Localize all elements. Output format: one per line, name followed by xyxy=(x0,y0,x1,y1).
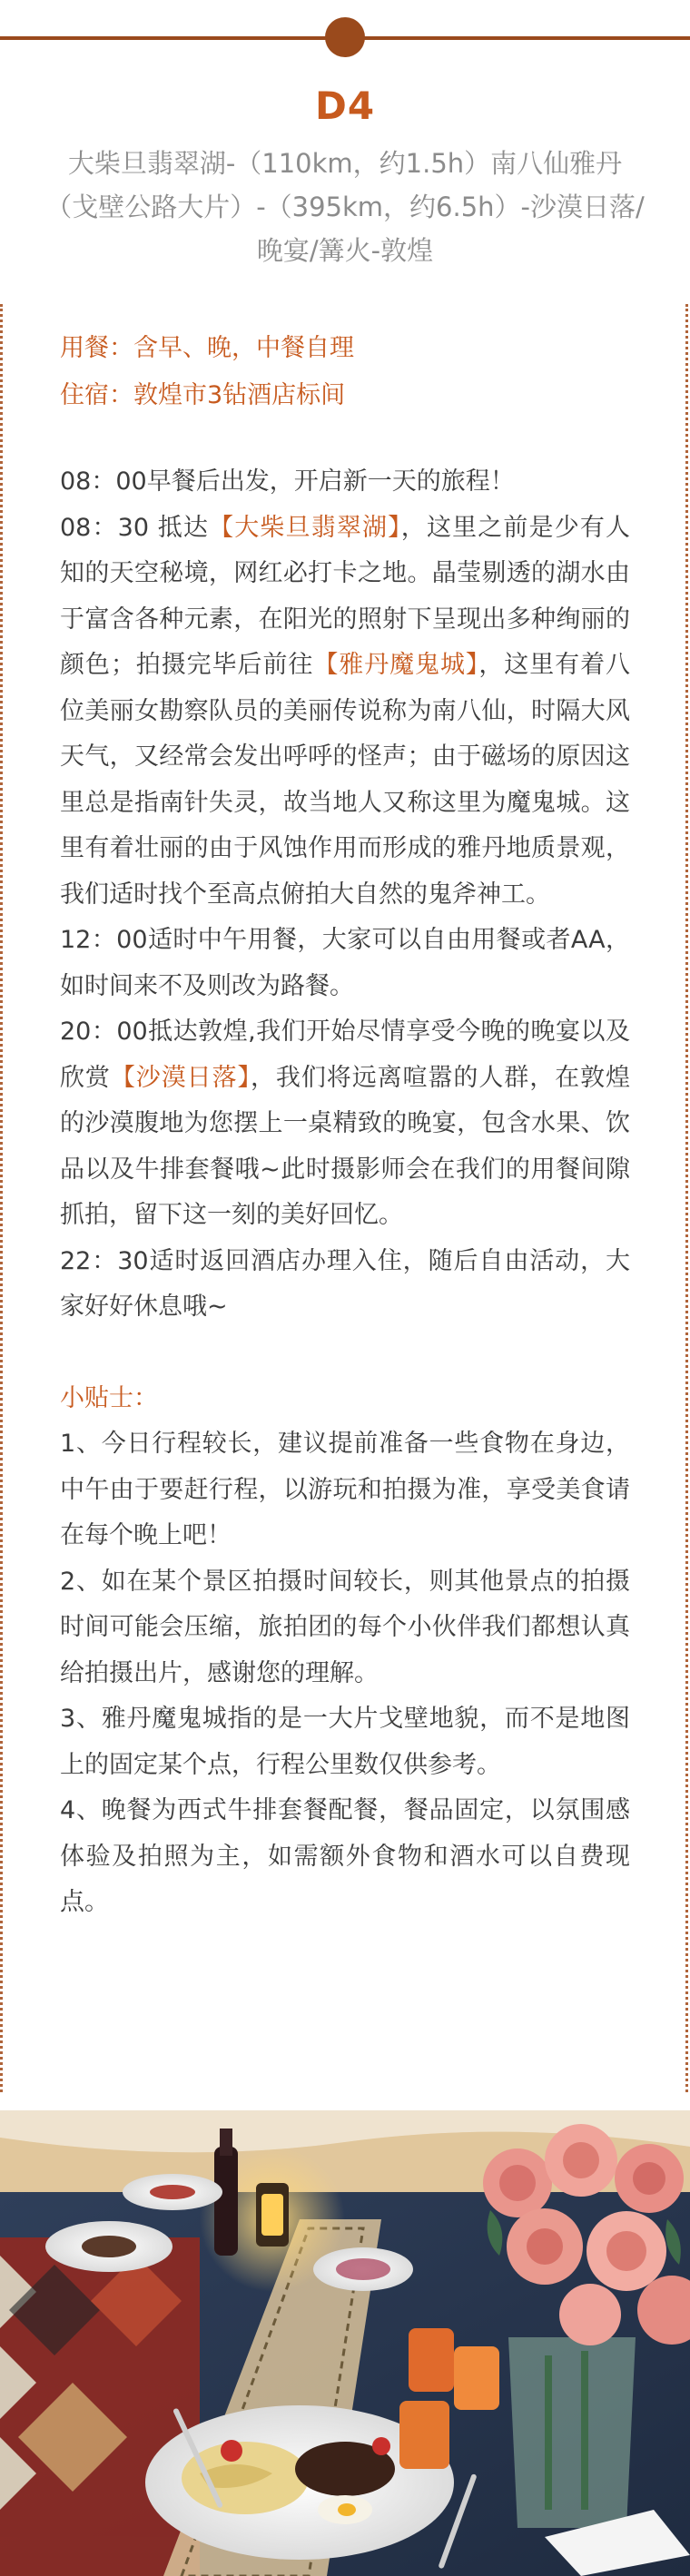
itinerary-paragraph: 12：00适时中午用餐，大家可以自由用餐或者AA，如时间来不及则改为路餐。 xyxy=(60,926,630,1000)
tip-item: 3、雅丹魔鬼城指的是一大片戈壁地貌，而不是地图上的固定某个点，行程公里数仅供参考。 xyxy=(60,1705,630,1779)
itinerary-text: 08：30 抵达 xyxy=(60,513,210,542)
itinerary-paragraph: 08：00早餐后出发，开启新一天的旅程！ xyxy=(60,467,515,496)
tip-item: 4、晚餐为西式牛排套餐配餐，餐品固定，以氛围感体验及拍照为主，如需额外食物和酒水可以自费现点。 xyxy=(60,1796,630,1916)
highlight-desert-sunset: 【沙漠日落】 xyxy=(110,1063,251,1092)
itinerary-text: ，这里之前是少有人知的天空秘境，网红必打卡之地。晶莹剔透的湖水由于富含各种元素，在阳光的照射下呈现出多种绚丽的颜色；拍摄完毕后前往 xyxy=(60,513,631,679)
itinerary-text: ，这里有着八位美丽女勘察队员的美丽传说称为南八仙，时隔大风天气，又经常会发出呼呼的怪声；由于磁场的原因这里总是指南针失灵，故当地人又称这里为魔鬼城。这里有着壮丽的由于风蚀作用而形成的雅丹地质景观，我们适时找个至高点俯拍大自然的鬼斧神工。 xyxy=(60,651,631,909)
dinner-table-photo xyxy=(0,2110,690,2576)
day-title: D4 xyxy=(314,84,376,128)
meals-info: 用餐：含早、晚，中餐自理 xyxy=(60,334,354,362)
meta-info xyxy=(60,325,354,419)
itinerary-body xyxy=(60,459,630,1926)
route-summary: 大柴旦翡翠湖-（110km，约1.5h）南八仙雅丹（戈壁公路大片）-（395km，约6.5h）-沙漠日落/晚宴/篝火-敦煌 xyxy=(45,148,645,266)
tip-item: 1、今日行程较长，建议提前准备一些食物在身边，中午由于要赶行程，以游玩和拍摄为准，享受美食请在每个晚上吧！ xyxy=(60,1430,630,1549)
itinerary-text: 20：00抵达敦煌,我们开始尽情享受今晚的晚宴以及欣赏 xyxy=(60,1018,630,1092)
highlight-yadan-devil-city: 【雅丹魔鬼城】 xyxy=(313,651,479,679)
itinerary-paragraph: 22：30适时返回酒店办理入住，随后自由活动，大家好好休息哦~ xyxy=(60,1246,630,1321)
itinerary-paragraph xyxy=(60,506,630,919)
header-divider-dot xyxy=(325,17,365,57)
tips-title: 小贴士： xyxy=(60,1383,158,1412)
itinerary-text: ，我们将远离喧嚣的人群，在敦煌的沙漠腹地为您摆上一桌精致的晚宴，包含水果、饮品以及牛排套餐哦~此时摄影师会在我们的用餐间隙抓拍，留下这一刻的美好回忆。 xyxy=(60,1063,631,1229)
tip-item: 2、如在某个景区拍摄时间较长，则其他景点的拍摄时间可能会压缩，旅拍团的每个小伙伴我们都想认真给拍摄出片，感谢您的理解。 xyxy=(60,1567,630,1687)
hotel-info: 住宿：敦煌市3钻酒店标间 xyxy=(60,381,346,409)
highlight-feicui-lake: 【大柴旦翡翠湖】 xyxy=(209,513,401,542)
itinerary-paragraph xyxy=(60,1009,630,1239)
